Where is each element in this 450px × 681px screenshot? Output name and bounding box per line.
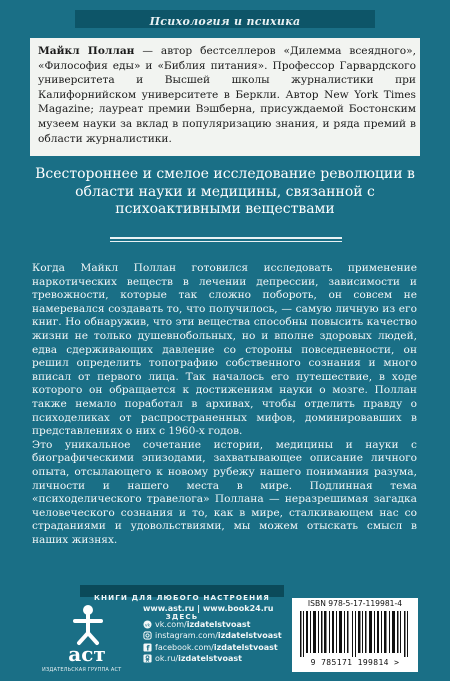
series-title: Психология и психика — [149, 15, 301, 28]
ast-logo-icon — [55, 603, 119, 665]
book-tagline: Всестороннее и смелое исследование революции в области науки и медицины, связанной с психоактивными веществами — [35, 166, 415, 217]
social-link-vk[interactable] — [143, 619, 282, 630]
svg-text:vk: vk — [144, 623, 151, 629]
author-bio-text: — автор бестселлеров «Дилемма всеядного», «Философия еды» и «Библия питания». Профессор Гарвардского университета и Высшей школы журналистики при Калифорнийском университете в Беркли. Автор New York Times Magazine; лауреат премии Вэшберна, присуждаемой Бостонским музеем науки за вклад в популяризацию знания, и ряда премий в области журналистики. — [38, 45, 416, 145]
author-bio — [38, 44, 416, 146]
book-description — [32, 262, 417, 547]
social-link-ok[interactable] — [143, 653, 282, 664]
social-handle: izdatelstvoast — [186, 620, 251, 629]
social-links — [143, 619, 282, 664]
social-link-instagram[interactable] — [143, 630, 282, 641]
description-paragraph-1: Когда Майкл Поллан готовился исследовать применение наркотических веществ в лечении депрессии, зависимости и тревожности, которые так сложно побороть, он совсем не намеревался создавать то, что получилось, — самую личную из его книг. Но обнаружив, что эти вещества способны повысить качество жизни не только душевнобольных, но и вполне здоровых людей, едва сдерживающих давление со стороны повседневности, он решил определить топографию собственного сознания и много вписал от первого лица. Так началось его путешествие, в ходе которого он обращается к достижениям науки о мозге. Поллан также немало поработал в архивах, чтобы отделить правду о психоделиках от распространенных мифов, доминировавших в представлениях о них с 1960-х годов. — [32, 262, 417, 438]
social-prefix: vk.com/ — [155, 620, 187, 629]
social-prefix: ok.ru/ — [155, 653, 179, 663]
svg-text:f: f — [146, 643, 150, 652]
divider-thick — [110, 237, 342, 239]
social-handle: izdatelstvoast — [217, 631, 282, 641]
logo-text: аст — [68, 642, 106, 665]
barcode-icon — [300, 611, 410, 657]
social-prefix: instagram.com/ — [155, 631, 218, 641]
social-handle: izdatelstvoast — [213, 642, 278, 652]
social-prefix: facebook.com/ — [155, 642, 214, 652]
slogan-text: КНИГИ ДЛЯ ЛЮБОГО НАСТРОЕНИЯ ЗДЕСЬ — [94, 593, 270, 621]
divider-thin — [110, 241, 342, 242]
publisher-websites[interactable]: www.ast.ru | www.book24.ru — [143, 604, 274, 613]
ok-icon — [143, 654, 152, 663]
publisher-name: ИЗДАТЕЛЬСКАЯ ГРУППА АСТ — [42, 667, 122, 673]
social-handle: izdatelstvoast — [178, 653, 242, 663]
author-name: Майкл Поллан — [38, 45, 135, 57]
facebook-icon — [143, 643, 152, 652]
social-link-facebook[interactable] — [143, 642, 282, 653]
instagram-icon — [143, 631, 152, 640]
description-paragraph-2: Это уникальное сочетание истории, медицины и науки с биографическими эпизодами, захватывающее описание личного опыта, отсылающего к новому рубежу нашего понимания разума, личности и нашего места в мире. Подлинная тема «психоделического травелога» Поллана — неразрешимая загадка человеческого сознания и то, как в мире, сталкивающем нас со страданиями и удовольствиями, мы можем отыскать смысл в наших жизнях. — [32, 438, 417, 546]
isbn-text: ISBN 978-5-17-119981-4 — [307, 599, 403, 608]
barcode-number: 9 785171 199814 > — [310, 658, 400, 667]
vk-icon — [143, 620, 152, 629]
series-banner — [75, 10, 375, 28]
